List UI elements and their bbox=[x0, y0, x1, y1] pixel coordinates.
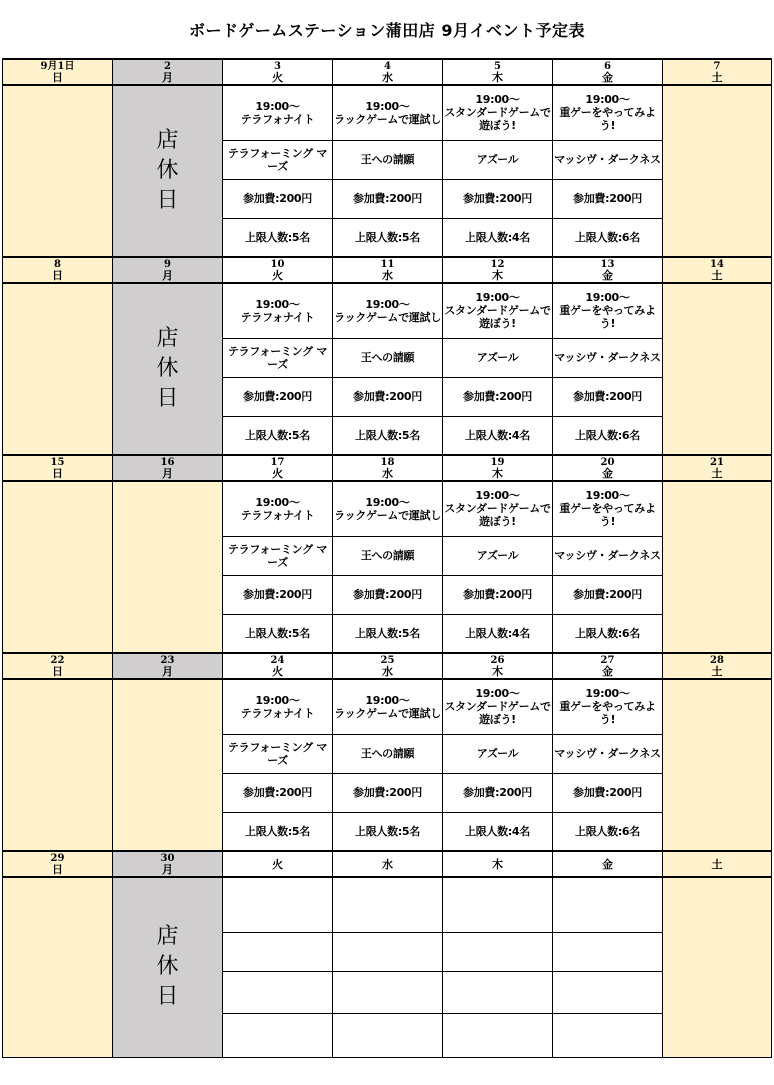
event-capacity: 上限人数:5名 bbox=[245, 428, 310, 442]
day-of-week: 月 bbox=[162, 70, 173, 84]
event-cell-wed bbox=[333, 179, 443, 218]
event-cell-thu bbox=[443, 481, 553, 536]
event-cell-wed bbox=[333, 85, 443, 140]
event-cell-wed bbox=[333, 283, 443, 338]
event-name: スタンダードゲームで遊ぼう! bbox=[444, 304, 551, 331]
event-capacity: 上限人数:4名 bbox=[465, 824, 530, 838]
day-header bbox=[223, 653, 333, 679]
event-cell-fri bbox=[553, 877, 663, 932]
event-game: 王への請願 bbox=[360, 351, 415, 364]
day-of-week: 木 bbox=[492, 466, 503, 480]
event-cell-fri bbox=[553, 614, 663, 653]
event-time: 19:00～ bbox=[585, 489, 630, 503]
event-game: アズール bbox=[476, 153, 519, 166]
day-of-week: 土 bbox=[711, 857, 723, 871]
event-cell-thu bbox=[443, 283, 553, 338]
sunday-cell bbox=[3, 877, 113, 1057]
event-fee: 参加費:200円 bbox=[463, 390, 532, 403]
day-number: 26 bbox=[490, 654, 505, 666]
saturday-cell bbox=[663, 481, 772, 653]
day-header bbox=[663, 653, 772, 679]
day-of-week: 金 bbox=[602, 70, 613, 84]
event-time: 19:00～ bbox=[585, 291, 630, 305]
day-of-week: 土 bbox=[711, 70, 723, 84]
event-time: 19:00～ bbox=[475, 93, 520, 107]
event-cell-tue bbox=[223, 1013, 333, 1057]
day-header bbox=[553, 851, 663, 877]
day-header bbox=[553, 257, 663, 283]
sunday-cell bbox=[3, 481, 113, 653]
event-time: 19:00～ bbox=[365, 297, 410, 311]
saturday-cell bbox=[663, 679, 772, 851]
day-number: 6 bbox=[604, 60, 611, 72]
day-number: 2 bbox=[164, 60, 171, 72]
event-fee: 参加費:200円 bbox=[463, 588, 532, 601]
day-of-week: 火 bbox=[272, 664, 283, 678]
event-cell-tue bbox=[223, 179, 333, 218]
day-number: 9月1日 bbox=[40, 60, 75, 72]
day-of-week: 火 bbox=[272, 466, 283, 480]
event-game: テラフォーミング マーズ bbox=[227, 542, 328, 569]
event-capacity: 上限人数:5名 bbox=[245, 230, 310, 244]
day-of-week: 日 bbox=[52, 664, 63, 678]
event-cell-tue bbox=[223, 877, 333, 932]
event-time: 19:00～ bbox=[475, 687, 520, 701]
day-header bbox=[113, 455, 223, 481]
event-cell-wed bbox=[333, 575, 443, 614]
day-of-week: 金 bbox=[602, 268, 613, 282]
event-game: テラフォーミング マーズ bbox=[227, 740, 328, 767]
day-of-week: 火 bbox=[272, 70, 283, 84]
event-cell-tue bbox=[223, 575, 333, 614]
day-number: 23 bbox=[160, 654, 175, 666]
day-header bbox=[113, 851, 223, 877]
event-cell-wed bbox=[333, 679, 443, 734]
event-cell-tue bbox=[223, 283, 333, 338]
day-number: 19 bbox=[490, 456, 505, 468]
event-capacity: 上限人数:5名 bbox=[355, 824, 420, 838]
day-of-week: 水 bbox=[382, 70, 393, 84]
event-capacity: 上限人数:6名 bbox=[575, 824, 640, 838]
day-number: 16 bbox=[160, 456, 175, 468]
event-fee: 参加費:200円 bbox=[573, 192, 642, 205]
day-number: 17 bbox=[270, 456, 285, 468]
event-capacity: 上限人数:5名 bbox=[355, 230, 420, 244]
event-cell-fri bbox=[553, 179, 663, 218]
event-cell-wed bbox=[333, 734, 443, 773]
day-header bbox=[663, 257, 772, 283]
day-number: 10 bbox=[270, 258, 285, 270]
event-cell-tue bbox=[223, 536, 333, 575]
day-header bbox=[663, 851, 772, 877]
event-cell-tue bbox=[223, 416, 333, 455]
day-of-week: 日 bbox=[52, 268, 63, 282]
event-cell-wed bbox=[333, 377, 443, 416]
event-cell-thu bbox=[443, 85, 553, 140]
event-name: スタンダードゲームで遊ぼう! bbox=[444, 502, 551, 529]
day-of-week: 日 bbox=[52, 466, 63, 480]
event-capacity: 上限人数:4名 bbox=[465, 626, 530, 640]
event-name: スタンダードゲームで遊ぼう! bbox=[444, 700, 551, 727]
page-title: ボードゲームステーション蒲田店 9月イベント予定表 bbox=[189, 21, 585, 40]
event-cell-thu bbox=[443, 338, 553, 377]
day-header bbox=[3, 257, 113, 283]
event-fee: 参加費:200円 bbox=[243, 786, 312, 799]
day-of-week: 日 bbox=[52, 862, 63, 876]
day-header bbox=[113, 653, 223, 679]
event-game: マッシヴ・ダークネス bbox=[554, 549, 661, 562]
event-fee: 参加費:200円 bbox=[353, 786, 422, 799]
event-game: アズール bbox=[476, 747, 519, 760]
week-header-row bbox=[3, 455, 772, 481]
event-cell-thu bbox=[443, 932, 553, 971]
closed-char: 休 bbox=[156, 158, 179, 183]
event-cell-tue bbox=[223, 140, 333, 179]
day-of-week: 木 bbox=[492, 857, 503, 871]
event-name: 重ゲーをやってみよう! bbox=[559, 502, 656, 529]
event-cell-tue bbox=[223, 338, 333, 377]
week-header-row bbox=[3, 851, 772, 877]
event-cell-thu bbox=[443, 971, 553, 1013]
event-cell-thu bbox=[443, 179, 553, 218]
event-row bbox=[3, 679, 772, 734]
event-cell-tue bbox=[223, 734, 333, 773]
event-game: 王への請願 bbox=[360, 153, 415, 166]
day-of-week: 土 bbox=[711, 664, 723, 678]
event-cell-wed bbox=[333, 1013, 443, 1057]
day-number: 8 bbox=[54, 258, 61, 270]
calendar-table bbox=[2, 58, 772, 1058]
day-number: 5 bbox=[494, 60, 501, 72]
monday-cell bbox=[113, 481, 223, 653]
sunday-cell bbox=[3, 85, 113, 257]
day-number: 30 bbox=[160, 852, 175, 864]
event-fee: 参加費:200円 bbox=[353, 390, 422, 403]
day-number: 11 bbox=[380, 258, 395, 270]
event-cell-wed bbox=[333, 932, 443, 971]
day-number: 24 bbox=[270, 654, 285, 666]
event-cell-fri bbox=[553, 481, 663, 536]
day-of-week: 金 bbox=[602, 857, 613, 871]
monday-cell bbox=[113, 679, 223, 851]
event-name: テラフォナイト bbox=[240, 112, 315, 126]
event-cell-thu bbox=[443, 575, 553, 614]
event-time: 19:00～ bbox=[585, 93, 630, 107]
week-header-row bbox=[3, 257, 772, 283]
closed-char: 店 bbox=[156, 924, 179, 950]
day-of-week: 月 bbox=[162, 862, 173, 876]
day-number: 27 bbox=[600, 654, 615, 666]
day-header bbox=[223, 455, 333, 481]
event-cell-wed bbox=[333, 536, 443, 575]
event-cell-thu bbox=[443, 614, 553, 653]
event-cell-fri bbox=[553, 932, 663, 971]
event-cell-fri bbox=[553, 575, 663, 614]
closed-label bbox=[113, 126, 222, 216]
event-cell-fri bbox=[553, 140, 663, 179]
closed-label bbox=[113, 324, 222, 414]
event-capacity: 上限人数:6名 bbox=[575, 230, 640, 244]
event-capacity: 上限人数:5名 bbox=[355, 428, 420, 442]
event-name: ラックゲームで運試し bbox=[334, 508, 441, 522]
day-number: 7 bbox=[713, 60, 721, 72]
day-header bbox=[333, 851, 443, 877]
event-game: マッシヴ・ダークネス bbox=[554, 747, 661, 760]
event-fee: 参加費:200円 bbox=[353, 588, 422, 601]
day-header bbox=[443, 851, 553, 877]
event-cell-tue bbox=[223, 971, 333, 1013]
monday-cell bbox=[113, 283, 223, 455]
event-cell-fri bbox=[553, 773, 663, 812]
event-cell-tue bbox=[223, 812, 333, 851]
event-capacity: 上限人数:6名 bbox=[575, 626, 640, 640]
event-cell-wed bbox=[333, 614, 443, 653]
event-time: 19:00～ bbox=[255, 297, 300, 311]
sunday-cell bbox=[3, 283, 113, 455]
event-cell-fri bbox=[553, 812, 663, 851]
event-cell-thu bbox=[443, 140, 553, 179]
event-cell-tue bbox=[223, 85, 333, 140]
event-cell-wed bbox=[333, 338, 443, 377]
event-cell-thu bbox=[443, 812, 553, 851]
day-of-week: 月 bbox=[162, 664, 173, 678]
event-cell-wed bbox=[333, 218, 443, 257]
day-header bbox=[223, 257, 333, 283]
day-of-week: 水 bbox=[382, 664, 393, 678]
event-cell-fri bbox=[553, 536, 663, 575]
event-capacity: 上限人数:4名 bbox=[465, 230, 530, 244]
event-cell-wed bbox=[333, 971, 443, 1013]
event-game: 王への請願 bbox=[360, 549, 415, 562]
event-cell-fri bbox=[553, 377, 663, 416]
event-cell-fri bbox=[553, 338, 663, 377]
saturday-cell bbox=[663, 85, 772, 257]
event-fee: 参加費:200円 bbox=[463, 786, 532, 799]
event-cell-tue bbox=[223, 932, 333, 971]
event-cell-wed bbox=[333, 812, 443, 851]
event-cell-tue bbox=[223, 377, 333, 416]
event-cell-thu bbox=[443, 1013, 553, 1057]
event-name: テラフォナイト bbox=[240, 508, 315, 522]
day-number: 3 bbox=[274, 60, 281, 72]
day-number: 15 bbox=[50, 456, 65, 468]
day-header bbox=[553, 455, 663, 481]
closed-char: 日 bbox=[156, 984, 179, 1010]
day-header bbox=[443, 455, 553, 481]
event-cell-wed bbox=[333, 416, 443, 455]
event-time: 19:00～ bbox=[365, 693, 410, 707]
day-header bbox=[553, 653, 663, 679]
day-number: 20 bbox=[600, 456, 615, 468]
closed-char: 日 bbox=[156, 188, 179, 213]
event-time: 19:00～ bbox=[365, 495, 410, 509]
event-row bbox=[3, 283, 772, 338]
event-name: スタンダードゲームで遊ぼう! bbox=[444, 106, 551, 133]
event-row bbox=[3, 481, 772, 536]
event-cell-wed bbox=[333, 481, 443, 536]
event-cell-tue bbox=[223, 614, 333, 653]
event-cell-fri bbox=[553, 734, 663, 773]
day-of-week: 木 bbox=[492, 664, 503, 678]
event-time: 19:00～ bbox=[255, 99, 300, 113]
event-cell-fri bbox=[553, 218, 663, 257]
event-name: 重ゲーをやってみよう! bbox=[559, 106, 656, 133]
day-header bbox=[223, 851, 333, 877]
day-header bbox=[333, 59, 443, 85]
event-capacity: 上限人数:5名 bbox=[245, 626, 310, 640]
day-of-week: 火 bbox=[272, 857, 283, 871]
day-header bbox=[443, 59, 553, 85]
day-of-week: 火 bbox=[272, 268, 283, 282]
event-cell-thu bbox=[443, 679, 553, 734]
event-cell-fri bbox=[553, 1013, 663, 1057]
event-cell-wed bbox=[333, 877, 443, 932]
event-fee: 参加費:200円 bbox=[353, 192, 422, 205]
monday-cell bbox=[113, 877, 223, 1057]
day-number: 29 bbox=[50, 852, 65, 864]
event-game: マッシヴ・ダークネス bbox=[554, 351, 661, 364]
closed-label bbox=[113, 922, 222, 1012]
day-number: 28 bbox=[710, 654, 724, 666]
day-header bbox=[663, 59, 772, 85]
day-of-week: 月 bbox=[162, 268, 173, 282]
event-game: 王への請願 bbox=[360, 747, 415, 760]
event-capacity: 上限人数:5名 bbox=[245, 824, 310, 838]
event-name: ラックゲームで運試し bbox=[334, 310, 441, 324]
event-cell-tue bbox=[223, 218, 333, 257]
event-cell-thu bbox=[443, 773, 553, 812]
event-cell-tue bbox=[223, 773, 333, 812]
event-cell-wed bbox=[333, 140, 443, 179]
day-header bbox=[223, 59, 333, 85]
day-of-week: 木 bbox=[492, 268, 503, 282]
day-header bbox=[553, 59, 663, 85]
event-cell-fri bbox=[553, 416, 663, 455]
event-row bbox=[3, 85, 772, 140]
event-game: アズール bbox=[476, 351, 519, 364]
event-game: アズール bbox=[476, 549, 519, 562]
event-time: 19:00～ bbox=[255, 693, 300, 707]
event-cell-fri bbox=[553, 283, 663, 338]
day-of-week: 水 bbox=[382, 857, 393, 871]
event-name: 重ゲーをやってみよう! bbox=[559, 304, 656, 331]
event-game: テラフォーミング マーズ bbox=[227, 146, 328, 173]
event-cell-tue bbox=[223, 679, 333, 734]
day-header bbox=[3, 455, 113, 481]
event-name: ラックゲームで運試し bbox=[334, 706, 441, 720]
closed-char: 店 bbox=[156, 128, 179, 153]
event-fee: 参加費:200円 bbox=[573, 588, 642, 601]
saturday-cell bbox=[663, 283, 772, 455]
event-capacity: 上限人数:6名 bbox=[575, 428, 640, 442]
saturday-cell bbox=[663, 877, 772, 1057]
event-name: 重ゲーをやってみよう! bbox=[559, 700, 656, 727]
event-time: 19:00～ bbox=[365, 99, 410, 113]
day-number: 13 bbox=[600, 258, 615, 270]
day-number: 25 bbox=[380, 654, 395, 666]
day-of-week: 水 bbox=[382, 466, 393, 480]
closed-char: 休 bbox=[156, 356, 179, 381]
event-fee: 参加費:200円 bbox=[463, 192, 532, 205]
event-capacity: 上限人数:5名 bbox=[355, 626, 420, 640]
event-cell-fri bbox=[553, 971, 663, 1013]
day-of-week: 月 bbox=[162, 466, 173, 480]
event-time: 19:00～ bbox=[585, 687, 630, 701]
week-header-row bbox=[3, 653, 772, 679]
sunday-cell bbox=[3, 679, 113, 851]
event-fee: 参加費:200円 bbox=[573, 786, 642, 799]
day-header bbox=[333, 653, 443, 679]
event-fee: 参加費:200円 bbox=[243, 390, 312, 403]
day-number: 22 bbox=[50, 654, 65, 666]
event-name: ラックゲームで運試し bbox=[334, 112, 441, 126]
day-number: 9 bbox=[164, 258, 171, 270]
day-of-week: 水 bbox=[382, 268, 393, 282]
day-header bbox=[113, 257, 223, 283]
event-game: テラフォーミング マーズ bbox=[227, 344, 328, 371]
event-cell-thu bbox=[443, 416, 553, 455]
day-number: 18 bbox=[380, 456, 395, 468]
day-of-week: 金 bbox=[602, 466, 613, 480]
day-number: 21 bbox=[710, 456, 724, 468]
day-header bbox=[333, 257, 443, 283]
event-game: マッシヴ・ダークネス bbox=[554, 153, 661, 166]
day-header bbox=[443, 653, 553, 679]
event-cell-fri bbox=[553, 85, 663, 140]
event-cell-thu bbox=[443, 377, 553, 416]
closed-char: 店 bbox=[156, 326, 179, 351]
event-capacity: 上限人数:4名 bbox=[465, 428, 530, 442]
event-cell-thu bbox=[443, 218, 553, 257]
closed-char: 日 bbox=[156, 386, 179, 411]
day-header bbox=[333, 455, 443, 481]
day-header bbox=[443, 257, 553, 283]
event-cell-fri bbox=[553, 679, 663, 734]
event-name: テラフォナイト bbox=[240, 310, 315, 324]
event-cell-thu bbox=[443, 877, 553, 932]
event-fee: 参加費:200円 bbox=[243, 192, 312, 205]
day-header bbox=[3, 653, 113, 679]
day-header bbox=[113, 59, 223, 85]
event-time: 19:00～ bbox=[475, 291, 520, 305]
day-header bbox=[663, 455, 772, 481]
day-of-week: 木 bbox=[492, 70, 503, 84]
day-header bbox=[3, 59, 113, 85]
closed-char: 休 bbox=[156, 954, 179, 980]
day-of-week: 土 bbox=[711, 466, 723, 480]
day-header bbox=[3, 851, 113, 877]
event-fee: 参加費:200円 bbox=[573, 390, 642, 403]
event-cell-wed bbox=[333, 773, 443, 812]
event-cell-thu bbox=[443, 536, 553, 575]
event-cell-tue bbox=[223, 481, 333, 536]
day-number: 12 bbox=[490, 258, 505, 270]
day-of-week: 土 bbox=[711, 268, 723, 282]
day-of-week: 日 bbox=[52, 70, 63, 84]
event-name: テラフォナイト bbox=[240, 706, 315, 720]
day-number: 4 bbox=[384, 60, 391, 72]
monday-cell bbox=[113, 85, 223, 257]
day-number: 14 bbox=[710, 258, 724, 270]
event-cell-thu bbox=[443, 734, 553, 773]
event-row bbox=[3, 877, 772, 932]
event-time: 19:00～ bbox=[255, 495, 300, 509]
event-time: 19:00～ bbox=[475, 489, 520, 503]
day-of-week: 金 bbox=[602, 664, 613, 678]
week-header-row bbox=[3, 59, 772, 85]
event-fee: 参加費:200円 bbox=[243, 588, 312, 601]
